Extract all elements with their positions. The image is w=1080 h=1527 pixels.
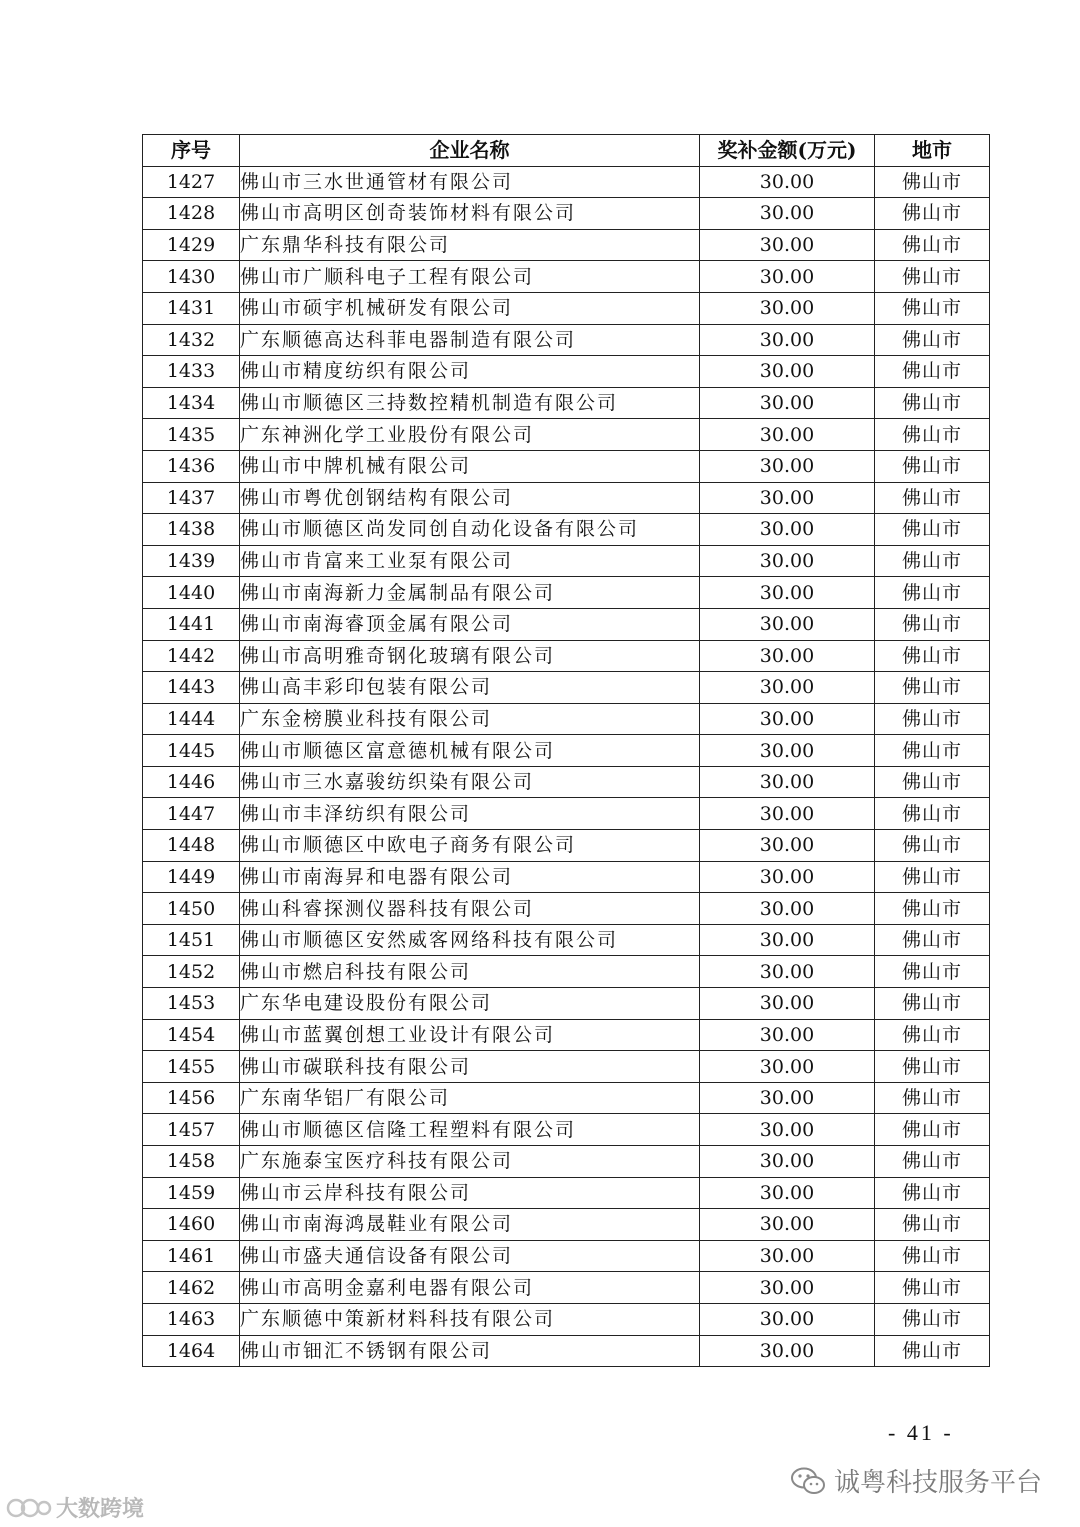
table-row bbox=[143, 387, 990, 419]
cell-serial-number: 1427 bbox=[143, 166, 240, 198]
cell-serial-number: 1460 bbox=[143, 1209, 240, 1241]
cell-company-name: 佛山市燃启科技有限公司 bbox=[240, 956, 700, 988]
cell-company-name: 佛山市云岸科技有限公司 bbox=[240, 1177, 700, 1209]
cell-company-name: 广东南华铝厂有限公司 bbox=[240, 1082, 700, 1114]
cell-serial-number: 1446 bbox=[143, 766, 240, 798]
cell-award-amount: 30.00 bbox=[700, 672, 875, 704]
table-row bbox=[143, 735, 990, 767]
wechat-icon bbox=[790, 1467, 826, 1495]
cell-serial-number: 1448 bbox=[143, 830, 240, 862]
cell-company-name: 广东施泰宝医疗科技有限公司 bbox=[240, 1146, 700, 1178]
cell-city: 佛山市 bbox=[875, 798, 990, 830]
cell-company-name: 佛山市高明区创奇装饰材料有限公司 bbox=[240, 198, 700, 230]
table-row bbox=[143, 798, 990, 830]
cell-award-amount: 30.00 bbox=[700, 1177, 875, 1209]
cell-serial-number: 1434 bbox=[143, 387, 240, 419]
cell-award-amount: 30.00 bbox=[700, 229, 875, 261]
table-row bbox=[143, 608, 990, 640]
page-number: - 41 - bbox=[888, 1420, 954, 1445]
cell-city: 佛山市 bbox=[875, 229, 990, 261]
cell-award-amount: 30.00 bbox=[700, 387, 875, 419]
cell-award-amount: 30.00 bbox=[700, 1335, 875, 1367]
cell-city: 佛山市 bbox=[875, 1019, 990, 1051]
table-row bbox=[143, 766, 990, 798]
cell-serial-number: 1463 bbox=[143, 1303, 240, 1335]
cell-company-name: 佛山市高明雅奇钢化玻璃有限公司 bbox=[240, 640, 700, 672]
cell-award-amount: 30.00 bbox=[700, 292, 875, 324]
cell-city: 佛山市 bbox=[875, 1114, 990, 1146]
table-row bbox=[143, 988, 990, 1020]
cell-city: 佛山市 bbox=[875, 672, 990, 704]
cell-award-amount: 30.00 bbox=[700, 1019, 875, 1051]
table-row bbox=[143, 1303, 990, 1335]
cell-city: 佛山市 bbox=[875, 324, 990, 356]
table-row bbox=[143, 1114, 990, 1146]
cell-company-name: 佛山市高明金嘉利电器有限公司 bbox=[240, 1272, 700, 1304]
cell-city: 佛山市 bbox=[875, 703, 990, 735]
cell-award-amount: 30.00 bbox=[700, 861, 875, 893]
cell-company-name: 佛山市南海鸿晟鞋业有限公司 bbox=[240, 1209, 700, 1241]
table-row bbox=[143, 261, 990, 293]
cell-award-amount: 30.00 bbox=[700, 798, 875, 830]
cell-award-amount: 30.00 bbox=[700, 1082, 875, 1114]
cell-serial-number: 1464 bbox=[143, 1335, 240, 1367]
table-row bbox=[143, 1146, 990, 1178]
cell-city: 佛山市 bbox=[875, 1240, 990, 1272]
cell-company-name: 广东神洲化学工业股份有限公司 bbox=[240, 419, 700, 451]
header-city: 地市 bbox=[875, 135, 990, 167]
cell-serial-number: 1435 bbox=[143, 419, 240, 451]
cell-city: 佛山市 bbox=[875, 988, 990, 1020]
table-row bbox=[143, 1051, 990, 1083]
cell-company-name: 佛山科睿探测仪器科技有限公司 bbox=[240, 893, 700, 925]
table-row bbox=[143, 324, 990, 356]
cell-company-name: 佛山市碳联科技有限公司 bbox=[240, 1051, 700, 1083]
cell-company-name: 广东顺德高达科菲电器制造有限公司 bbox=[240, 324, 700, 356]
table-row bbox=[143, 956, 990, 988]
cell-serial-number: 1441 bbox=[143, 608, 240, 640]
cell-award-amount: 30.00 bbox=[700, 735, 875, 767]
cell-city: 佛山市 bbox=[875, 893, 990, 925]
cell-serial-number: 1445 bbox=[143, 735, 240, 767]
cell-city: 佛山市 bbox=[875, 1051, 990, 1083]
table-row bbox=[143, 1019, 990, 1051]
cell-city: 佛山市 bbox=[875, 387, 990, 419]
corner-watermark bbox=[6, 1492, 144, 1523]
cell-award-amount: 30.00 bbox=[700, 514, 875, 546]
cell-serial-number: 1456 bbox=[143, 1082, 240, 1114]
cell-company-name: 广东鼎华科技有限公司 bbox=[240, 229, 700, 261]
cell-award-amount: 30.00 bbox=[700, 703, 875, 735]
table-row bbox=[143, 1082, 990, 1114]
cell-award-amount: 30.00 bbox=[700, 419, 875, 451]
cell-city: 佛山市 bbox=[875, 356, 990, 388]
cell-company-name: 佛山市顺德区安然威客网络科技有限公司 bbox=[240, 924, 700, 956]
cell-city: 佛山市 bbox=[875, 577, 990, 609]
cell-company-name: 广东金榜膜业科技有限公司 bbox=[240, 703, 700, 735]
cell-city: 佛山市 bbox=[875, 640, 990, 672]
table-row bbox=[143, 1335, 990, 1367]
cell-company-name: 佛山市顺德区三持数控精机制造有限公司 bbox=[240, 387, 700, 419]
table-row bbox=[143, 1209, 990, 1241]
cell-award-amount: 30.00 bbox=[700, 640, 875, 672]
table-row bbox=[143, 830, 990, 862]
cell-company-name: 佛山市钿汇不锈钢有限公司 bbox=[240, 1335, 700, 1367]
award-table bbox=[142, 134, 990, 1367]
cell-serial-number: 1455 bbox=[143, 1051, 240, 1083]
cell-company-name: 广东华电建设股份有限公司 bbox=[240, 988, 700, 1020]
cell-award-amount: 30.00 bbox=[700, 608, 875, 640]
cell-serial-number: 1450 bbox=[143, 893, 240, 925]
cell-company-name: 佛山市肯富来工业泵有限公司 bbox=[240, 545, 700, 577]
cell-city: 佛山市 bbox=[875, 1303, 990, 1335]
cell-serial-number: 1447 bbox=[143, 798, 240, 830]
document-table-area bbox=[142, 134, 989, 1367]
cell-city: 佛山市 bbox=[875, 545, 990, 577]
cell-award-amount: 30.00 bbox=[700, 1303, 875, 1335]
cell-city: 佛山市 bbox=[875, 766, 990, 798]
cell-city: 佛山市 bbox=[875, 261, 990, 293]
cell-award-amount: 30.00 bbox=[700, 356, 875, 388]
table-row bbox=[143, 166, 990, 198]
table-header-row bbox=[143, 135, 990, 167]
table-row bbox=[143, 1240, 990, 1272]
cell-award-amount: 30.00 bbox=[700, 1272, 875, 1304]
cell-award-amount: 30.00 bbox=[700, 166, 875, 198]
cell-award-amount: 30.00 bbox=[700, 830, 875, 862]
cell-award-amount: 30.00 bbox=[700, 261, 875, 293]
wechat-watermark bbox=[790, 1462, 1042, 1499]
table-row bbox=[143, 356, 990, 388]
table-row bbox=[143, 1177, 990, 1209]
cell-city: 佛山市 bbox=[875, 956, 990, 988]
table-row bbox=[143, 893, 990, 925]
table-row bbox=[143, 514, 990, 546]
table-row bbox=[143, 450, 990, 482]
cell-award-amount: 30.00 bbox=[700, 1209, 875, 1241]
table-row bbox=[143, 672, 990, 704]
cell-serial-number: 1461 bbox=[143, 1240, 240, 1272]
cell-serial-number: 1428 bbox=[143, 198, 240, 230]
cell-award-amount: 30.00 bbox=[700, 766, 875, 798]
cell-serial-number: 1443 bbox=[143, 672, 240, 704]
cell-company-name: 佛山市顺德区尚发同创自动化设备有限公司 bbox=[240, 514, 700, 546]
cell-serial-number: 1442 bbox=[143, 640, 240, 672]
cell-serial-number: 1457 bbox=[143, 1114, 240, 1146]
header-serial-number: 序号 bbox=[143, 135, 240, 167]
table-row bbox=[143, 1272, 990, 1304]
cell-city: 佛山市 bbox=[875, 1177, 990, 1209]
cell-award-amount: 30.00 bbox=[700, 482, 875, 514]
cell-company-name: 佛山市顺德区中欧电子商务有限公司 bbox=[240, 830, 700, 862]
cell-city: 佛山市 bbox=[875, 514, 990, 546]
cell-company-name: 佛山市硕宇机械研发有限公司 bbox=[240, 292, 700, 324]
cell-award-amount: 30.00 bbox=[700, 545, 875, 577]
cell-company-name: 佛山市丰泽纺织有限公司 bbox=[240, 798, 700, 830]
cell-serial-number: 1431 bbox=[143, 292, 240, 324]
cell-city: 佛山市 bbox=[875, 830, 990, 862]
cell-award-amount: 30.00 bbox=[700, 1051, 875, 1083]
cell-award-amount: 30.00 bbox=[700, 1114, 875, 1146]
cell-serial-number: 1458 bbox=[143, 1146, 240, 1178]
cell-serial-number: 1437 bbox=[143, 482, 240, 514]
cell-city: 佛山市 bbox=[875, 1146, 990, 1178]
cell-company-name: 佛山市广顺科电子工程有限公司 bbox=[240, 261, 700, 293]
cell-award-amount: 30.00 bbox=[700, 198, 875, 230]
table-row bbox=[143, 577, 990, 609]
cell-city: 佛山市 bbox=[875, 861, 990, 893]
cell-award-amount: 30.00 bbox=[700, 893, 875, 925]
cell-company-name: 佛山市精度纺织有限公司 bbox=[240, 356, 700, 388]
cell-serial-number: 1444 bbox=[143, 703, 240, 735]
cell-serial-number: 1459 bbox=[143, 1177, 240, 1209]
cell-company-name: 广东顺德中策新材料科技有限公司 bbox=[240, 1303, 700, 1335]
table-row bbox=[143, 861, 990, 893]
cell-city: 佛山市 bbox=[875, 419, 990, 451]
cell-serial-number: 1449 bbox=[143, 861, 240, 893]
table-row bbox=[143, 924, 990, 956]
header-company-name: 企业名称 bbox=[240, 135, 700, 167]
cell-serial-number: 1438 bbox=[143, 514, 240, 546]
cell-serial-number: 1462 bbox=[143, 1272, 240, 1304]
cell-award-amount: 30.00 bbox=[700, 324, 875, 356]
table-row bbox=[143, 703, 990, 735]
cell-city: 佛山市 bbox=[875, 198, 990, 230]
cell-city: 佛山市 bbox=[875, 482, 990, 514]
cell-serial-number: 1451 bbox=[143, 924, 240, 956]
cell-city: 佛山市 bbox=[875, 1082, 990, 1114]
cell-serial-number: 1436 bbox=[143, 450, 240, 482]
cell-serial-number: 1440 bbox=[143, 577, 240, 609]
cell-company-name: 佛山市中牌机械有限公司 bbox=[240, 450, 700, 482]
table-row bbox=[143, 229, 990, 261]
cell-city: 佛山市 bbox=[875, 166, 990, 198]
cell-company-name: 佛山市南海新力金属制品有限公司 bbox=[240, 577, 700, 609]
cell-serial-number: 1454 bbox=[143, 1019, 240, 1051]
table-row bbox=[143, 482, 990, 514]
cell-award-amount: 30.00 bbox=[700, 956, 875, 988]
table-row bbox=[143, 292, 990, 324]
cell-city: 佛山市 bbox=[875, 1272, 990, 1304]
cell-city: 佛山市 bbox=[875, 924, 990, 956]
cell-award-amount: 30.00 bbox=[700, 924, 875, 956]
cell-serial-number: 1439 bbox=[143, 545, 240, 577]
cell-serial-number: 1452 bbox=[143, 956, 240, 988]
cell-company-name: 佛山市三水世通管材有限公司 bbox=[240, 166, 700, 198]
table-row bbox=[143, 419, 990, 451]
header-award-amount: 奖补金额(万元) bbox=[700, 135, 875, 167]
cell-award-amount: 30.00 bbox=[700, 450, 875, 482]
cell-city: 佛山市 bbox=[875, 450, 990, 482]
table-row bbox=[143, 545, 990, 577]
cell-company-name: 佛山市南海昇和电器有限公司 bbox=[240, 861, 700, 893]
cell-serial-number: 1453 bbox=[143, 988, 240, 1020]
cell-city: 佛山市 bbox=[875, 292, 990, 324]
cell-award-amount: 30.00 bbox=[700, 1240, 875, 1272]
cell-city: 佛山市 bbox=[875, 608, 990, 640]
cell-company-name: 佛山市南海睿顶金属有限公司 bbox=[240, 608, 700, 640]
cell-company-name: 佛山市顺德区富意德机械有限公司 bbox=[240, 735, 700, 767]
cell-company-name: 佛山市蓝翼创想工业设计有限公司 bbox=[240, 1019, 700, 1051]
cell-serial-number: 1430 bbox=[143, 261, 240, 293]
cell-company-name: 佛山市顺德区信隆工程塑料有限公司 bbox=[240, 1114, 700, 1146]
corner-watermark-text: 大数跨境 bbox=[56, 1497, 145, 1522]
cell-city: 佛山市 bbox=[875, 1209, 990, 1241]
table-row bbox=[143, 198, 990, 230]
cell-serial-number: 1432 bbox=[143, 324, 240, 356]
wechat-watermark-text: 诚粤科技服务平台 bbox=[834, 1468, 1043, 1498]
cell-award-amount: 30.00 bbox=[700, 988, 875, 1020]
cell-company-name: 佛山高丰彩印包装有限公司 bbox=[240, 672, 700, 704]
cell-city: 佛山市 bbox=[875, 1335, 990, 1367]
brand-logo-icon bbox=[6, 1496, 52, 1520]
cell-company-name: 佛山市三水嘉骏纺织染有限公司 bbox=[240, 766, 700, 798]
cell-serial-number: 1433 bbox=[143, 356, 240, 388]
cell-company-name: 佛山市粤优创钢结构有限公司 bbox=[240, 482, 700, 514]
cell-company-name: 佛山市盛夫通信设备有限公司 bbox=[240, 1240, 700, 1272]
cell-serial-number: 1429 bbox=[143, 229, 240, 261]
table-row bbox=[143, 640, 990, 672]
cell-award-amount: 30.00 bbox=[700, 577, 875, 609]
cell-award-amount: 30.00 bbox=[700, 1146, 875, 1178]
cell-city: 佛山市 bbox=[875, 735, 990, 767]
